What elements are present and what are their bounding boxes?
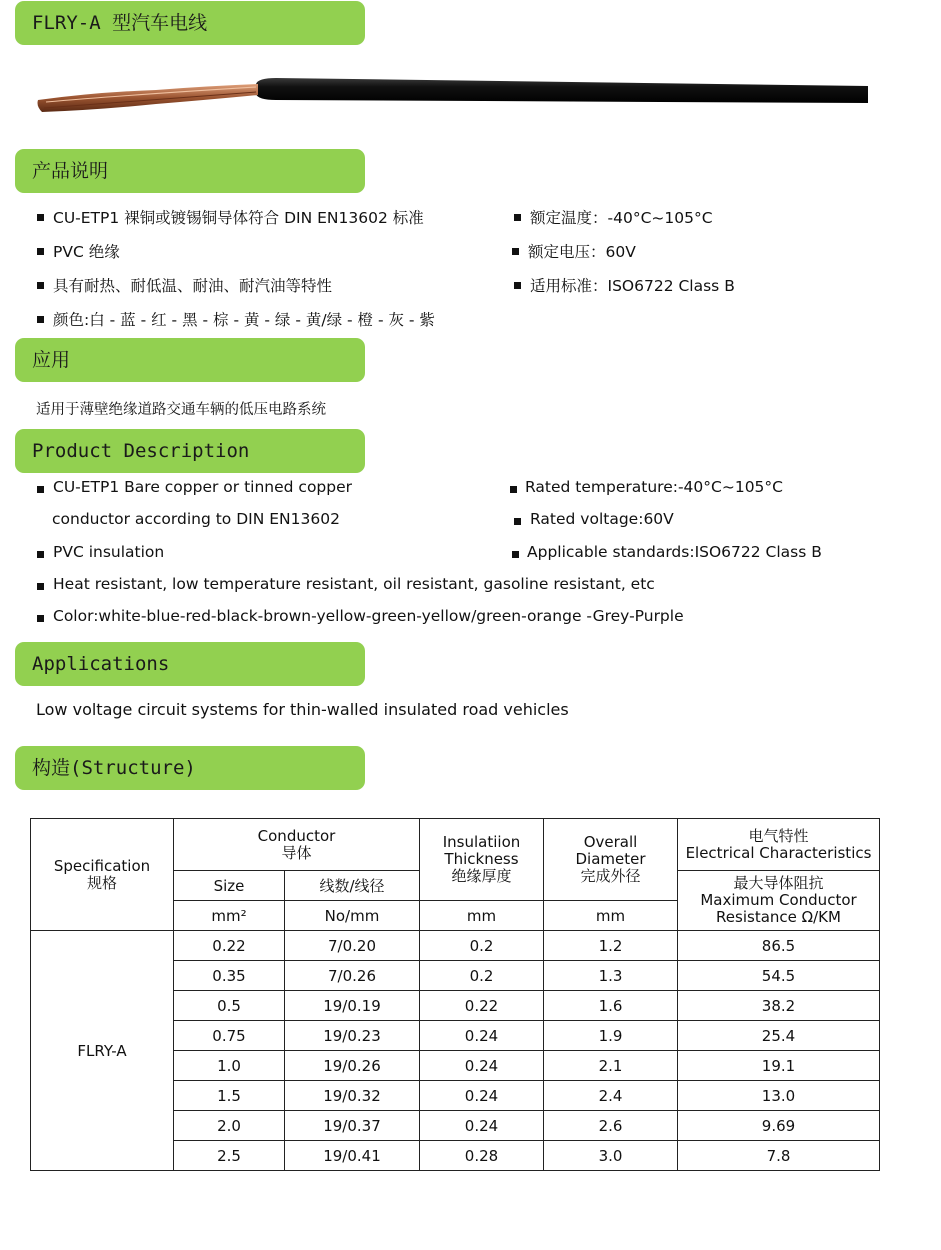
section-title-applications-en: Applications: [15, 642, 365, 686]
en-desc-right-item: Rated temperature:-40°C~105°C: [525, 478, 783, 496]
cell-resistance: 13.0: [678, 1081, 880, 1111]
header-od-cn: 完成外径: [580, 867, 641, 885]
header-resistance: [678, 871, 880, 931]
cn-desc-item: PVC 绝缘: [53, 243, 120, 261]
bullet-icon: [37, 615, 44, 622]
cn-desc-right-item: 额定温度：-40°C~105°C: [530, 209, 713, 227]
en-desc-item: CU-ETP1 Bare copper or tinned copper: [53, 478, 353, 496]
header-overall-diameter: [544, 819, 678, 901]
bullet-icon: [512, 248, 519, 255]
cell-insulation: 0.2: [420, 961, 544, 991]
section-title-product-description-cn: 产品说明: [15, 149, 365, 193]
cell-resistance: 19.1: [678, 1051, 880, 1081]
cell-resistance: 7.8: [678, 1141, 880, 1171]
cell-diameter: 1.2: [544, 931, 678, 961]
cell-strands: 19/0.41: [285, 1141, 420, 1171]
cell-strands: 19/0.32: [285, 1081, 420, 1111]
cell-size: 0.35: [174, 961, 285, 991]
en-desc-item: Heat resistant, low temperature resistant, oil resistant, gasoline resistant, etc: [53, 575, 655, 593]
header-resistance-en1: Maximum Conductor: [700, 891, 857, 909]
cell-size: 0.75: [174, 1021, 285, 1051]
en-desc-item: PVC insulation: [53, 543, 165, 561]
cell-size: 0.5: [174, 991, 285, 1021]
cell-strands: 7/0.26: [285, 961, 420, 991]
cell-diameter: 1.3: [544, 961, 678, 991]
cell-size: 0.22: [174, 931, 285, 961]
header-insulation-en1: Insulatiion: [442, 833, 521, 851]
cell-resistance: 38.2: [678, 991, 880, 1021]
header-conductor-cn: 导体: [281, 843, 312, 862]
cable-image: [36, 70, 870, 120]
bullet-icon: [37, 486, 44, 493]
cell-diameter: 2.6: [544, 1111, 678, 1141]
header-od-en2: Diameter: [575, 850, 646, 868]
en-desc-right-item: Rated voltage:60V: [530, 510, 674, 528]
cell-diameter: 1.9: [544, 1021, 678, 1051]
section-title-structure: 构造(Structure): [15, 746, 365, 790]
cell-resistance: 9.69: [678, 1111, 880, 1141]
cell-insulation: 0.24: [420, 1081, 544, 1111]
unit-strands: No/mm: [285, 901, 420, 931]
header-size: Size: [174, 871, 285, 901]
en-desc-right-item: Applicable standards:ISO6722 Class B: [527, 543, 822, 561]
unit-diameter: mm: [544, 901, 678, 931]
header-electrical-en: Electrical Characteristics: [685, 843, 872, 862]
header-conductor: [174, 819, 420, 871]
cell-resistance: 25.4: [678, 1021, 880, 1051]
bullet-icon: [37, 583, 44, 590]
header-strands: 线数/线径: [285, 871, 420, 901]
bullet-icon: [37, 214, 44, 221]
header-resistance-cn: 最大导体阻抗: [733, 874, 824, 892]
bullet-icon: [514, 214, 521, 221]
cell-strands: 19/0.37: [285, 1111, 420, 1141]
cell-insulation: 0.24: [420, 1051, 544, 1081]
header-insulation: [420, 819, 544, 901]
cell-insulation: 0.24: [420, 1111, 544, 1141]
cell-resistance: 54.5: [678, 961, 880, 991]
unit-size: mm²: [174, 901, 285, 931]
section-title-product-description-en: Product Description: [15, 429, 365, 473]
cell-insulation: 0.2: [420, 931, 544, 961]
bullet-icon: [514, 518, 521, 525]
bullet-icon: [512, 551, 519, 558]
cell-strands: 19/0.23: [285, 1021, 420, 1051]
cell-size: 2.0: [174, 1111, 285, 1141]
cell-diameter: 1.6: [544, 991, 678, 1021]
en-desc-item: Color:white-blue-red-black-brown-yellow-green-yellow/green-orange -Grey-Purple: [53, 607, 684, 625]
cell-diameter: 3.0: [544, 1141, 678, 1171]
cell-strands: 19/0.26: [285, 1051, 420, 1081]
header-od-en1: Overall: [583, 833, 638, 851]
header-spec-cn: 规格: [86, 873, 117, 892]
bullet-icon: [514, 282, 521, 289]
en-application-text: Low voltage circuit systems for thin-walled insulated road vehicles: [36, 700, 569, 719]
cn-desc-item: 具有耐热、耐低温、耐油、耐汽油等特性: [53, 277, 333, 295]
cell-size: 1.5: [174, 1081, 285, 1111]
cn-desc-item: 颜色:白 - 蓝 - 红 - 黑 - 棕 - 黄 - 绿 - 黄/绿 - 橙 - 灰 - 紫: [53, 311, 435, 329]
bullet-icon: [37, 248, 44, 255]
cn-desc-right-item: 适用标准：ISO6722 Class B: [530, 277, 735, 295]
bullet-icon: [510, 486, 517, 493]
bullet-icon: [37, 316, 44, 323]
header-electrical-cn: 电气特性: [748, 826, 809, 845]
section-title-application-cn: 应用: [15, 338, 365, 382]
specification-table: [30, 818, 880, 1171]
cell-strands: 7/0.20: [285, 931, 420, 961]
cell-size: 2.5: [174, 1141, 285, 1171]
bullet-icon: [37, 282, 44, 289]
cn-desc-item: CU-ETP1 裸铜或镀锡铜导体符合 DIN EN13602 标准: [53, 209, 424, 227]
cell-insulation: 0.28: [420, 1141, 544, 1171]
cn-desc-right-item: 额定电压：60V: [528, 243, 636, 261]
cell-insulation: 0.22: [420, 991, 544, 1021]
header-electrical: [678, 819, 880, 871]
cell-strands: 19/0.19: [285, 991, 420, 1021]
cell-diameter: 2.1: [544, 1051, 678, 1081]
header-insulation-en2: Thickness: [444, 850, 519, 868]
header-conductor-en: Conductor: [257, 826, 336, 845]
cell-size: 1.0: [174, 1051, 285, 1081]
header-spec-en: Specification: [53, 856, 151, 875]
header-resistance-en2: Resistance Ω/KM: [716, 908, 841, 926]
bullet-icon: [37, 551, 44, 558]
cell-insulation: 0.24: [420, 1021, 544, 1051]
unit-insulation: mm: [420, 901, 544, 931]
cn-application-text: 适用于薄壁绝缘道路交通车辆的低压电路系统: [36, 402, 326, 418]
cell-diameter: 2.4: [544, 1081, 678, 1111]
header-insulation-cn: 绝缘厚度: [451, 867, 512, 885]
cell-resistance: 86.5: [678, 931, 880, 961]
en-desc-item-continued: conductor according to DIN EN13602: [52, 510, 340, 528]
spec-name-cell: FLRY-A: [31, 931, 174, 1171]
section-title-flry-a: FLRY-A 型汽车电线: [15, 1, 365, 45]
header-specification: [31, 819, 174, 931]
